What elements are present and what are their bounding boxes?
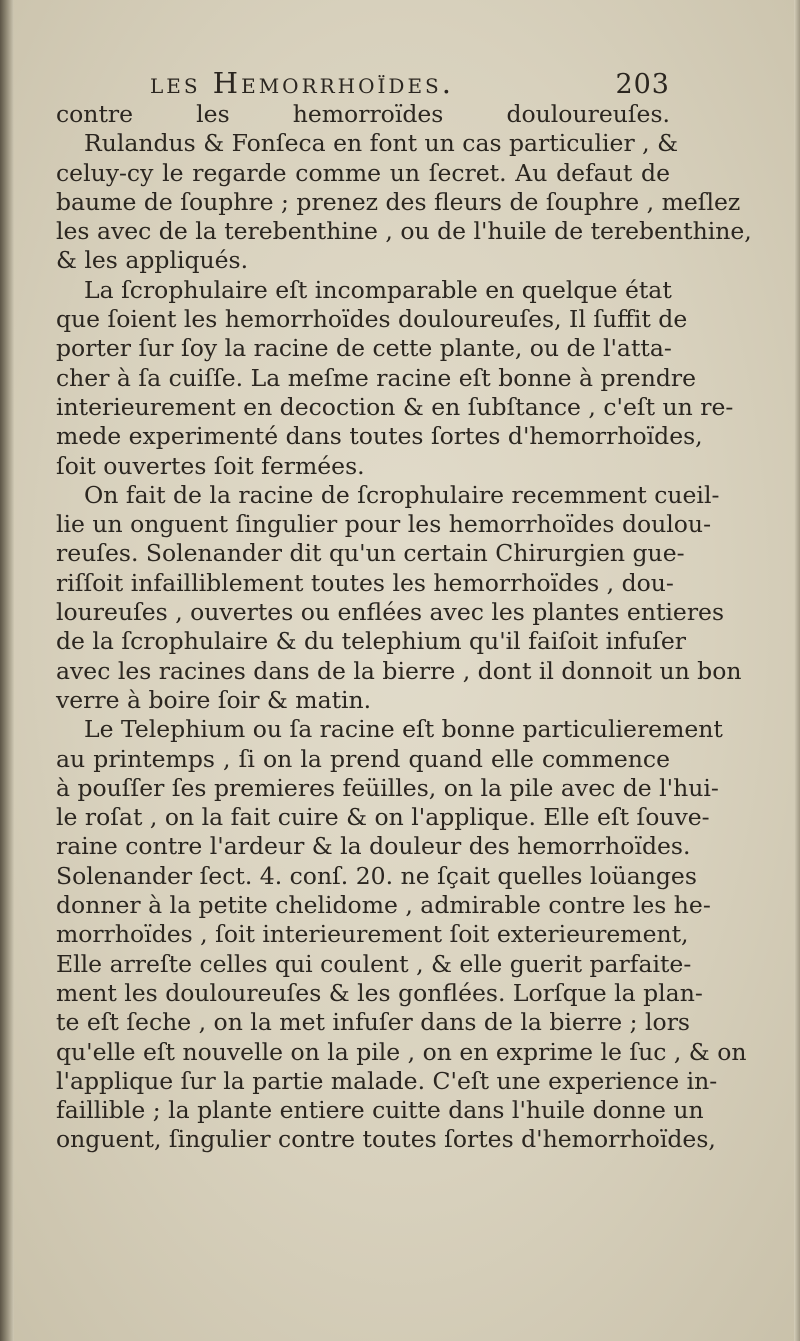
text-line: verre à boire ſoir & matin.: [56, 685, 372, 714]
text-line: faillible ; la plante entiere cuitte dans l'huile donne un: [56, 1096, 704, 1125]
text-line: les avec de la terebenthine , ou de l'huile de terebenthine,: [56, 217, 752, 246]
text-line: donner à la petite chelidome , admirable contre les he-: [56, 891, 711, 920]
body-text: [56, 100, 752, 1155]
text-line: Solenander ſect. 4. conſ. 20. ne ſçait quelles loüanges: [56, 861, 697, 890]
text-line: reuſes. Solenander dit qu'un certain Chirurgien gue-: [56, 539, 685, 568]
page-number: 203: [615, 69, 670, 100]
text-line: porter ſur ſoy la racine de cette plante, ou de l'atta-: [56, 334, 672, 363]
binding-gutter: [0, 0, 14, 1341]
text-line: On fait de la racine de ſcrophulaire recemment cueil-: [84, 480, 720, 509]
text-line: l'applique ſur la partie malade. C'eſt une experience in-: [56, 1066, 718, 1095]
text-line: ſoit ouvertes ſoit fermées.: [56, 451, 365, 480]
text-line: avec les racines dans de la bierre , dont il donnoit un bon: [56, 656, 742, 685]
text-line: baume de ſouphre ; prenez des fleurs de ſouphre , meſlez: [56, 187, 741, 216]
text-line: que ſoient les hemorrhoïdes douloureuſes, Il ſuffit de: [56, 305, 688, 334]
text-line: qu'elle eſt nouvelle on la pile , on en exprime le ſuc , & on: [56, 1037, 747, 1066]
text-line: La ſcrophulaire eſt incomparable en quelque état: [84, 275, 672, 304]
text-line: Rulandus & Fonſeca en font un cas particulier , &: [84, 129, 679, 158]
page-edge: [794, 0, 800, 1341]
text-line: cher à ſa cuiſſe. La meſme racine eſt bonne à prendre: [56, 363, 697, 392]
text-line: loureuſes , ouvertes ou enflées avec les plantes entieres: [56, 598, 725, 627]
text-line: te eſt ſeche , on la met infuſer dans de la bierre ; lors: [56, 1008, 690, 1037]
text-line: contre les hemorroïdes douloureuſes.: [56, 100, 670, 128]
text-line: ment les douloureuſes & les gonflées. Lorſque la plan-: [56, 978, 703, 1007]
text-line: Le Telephium ou ſa racine eſt bonne particulierement: [84, 715, 723, 744]
text-line: celuy-cy le regarde comme un ſecret. Au defaut de: [56, 158, 670, 187]
text-line: le roſat , on la fait cuire & on l'applique. Elle eſt ſouve-: [56, 803, 710, 832]
text-line: Elle arreſte celles qui coulent , & elle guerit parfaite-: [56, 949, 692, 978]
text-line: mede experimenté dans toutes ſortes d'hemorrhoïdes,: [56, 422, 703, 451]
text-line: lie un onguent ſingulier pour les hemorrhoïdes doulou-: [56, 510, 712, 539]
text-line: de la ſcrophulaire & du telephium qu'il faiſoit infuſer: [56, 627, 686, 656]
text-line: interieurement en decoction & en ſubſtance , c'eſt un re-: [56, 392, 734, 421]
text-line: & les appliqués.: [56, 246, 249, 275]
text-line: au printemps , ſi on la prend quand elle commence: [56, 744, 670, 773]
text-line: onguent, ſingulier contre toutes ſortes d'hemorrhoïdes,: [56, 1125, 716, 1154]
text-line: à pouſſer ſes premieres feüilles, on la pile avec de l'hui-: [56, 773, 719, 802]
text-line: raine contre l'ardeur & la douleur des hemorrhoïdes.: [56, 832, 691, 861]
text-line: morrhoïdes , ſoit interieurement ſoit exterieurement,: [56, 920, 689, 949]
running-title: les Hemorrhoïdes.: [150, 66, 454, 100]
text-line: riſſoit infailliblement toutes les hemorrhoïdes , dou-: [56, 568, 674, 597]
